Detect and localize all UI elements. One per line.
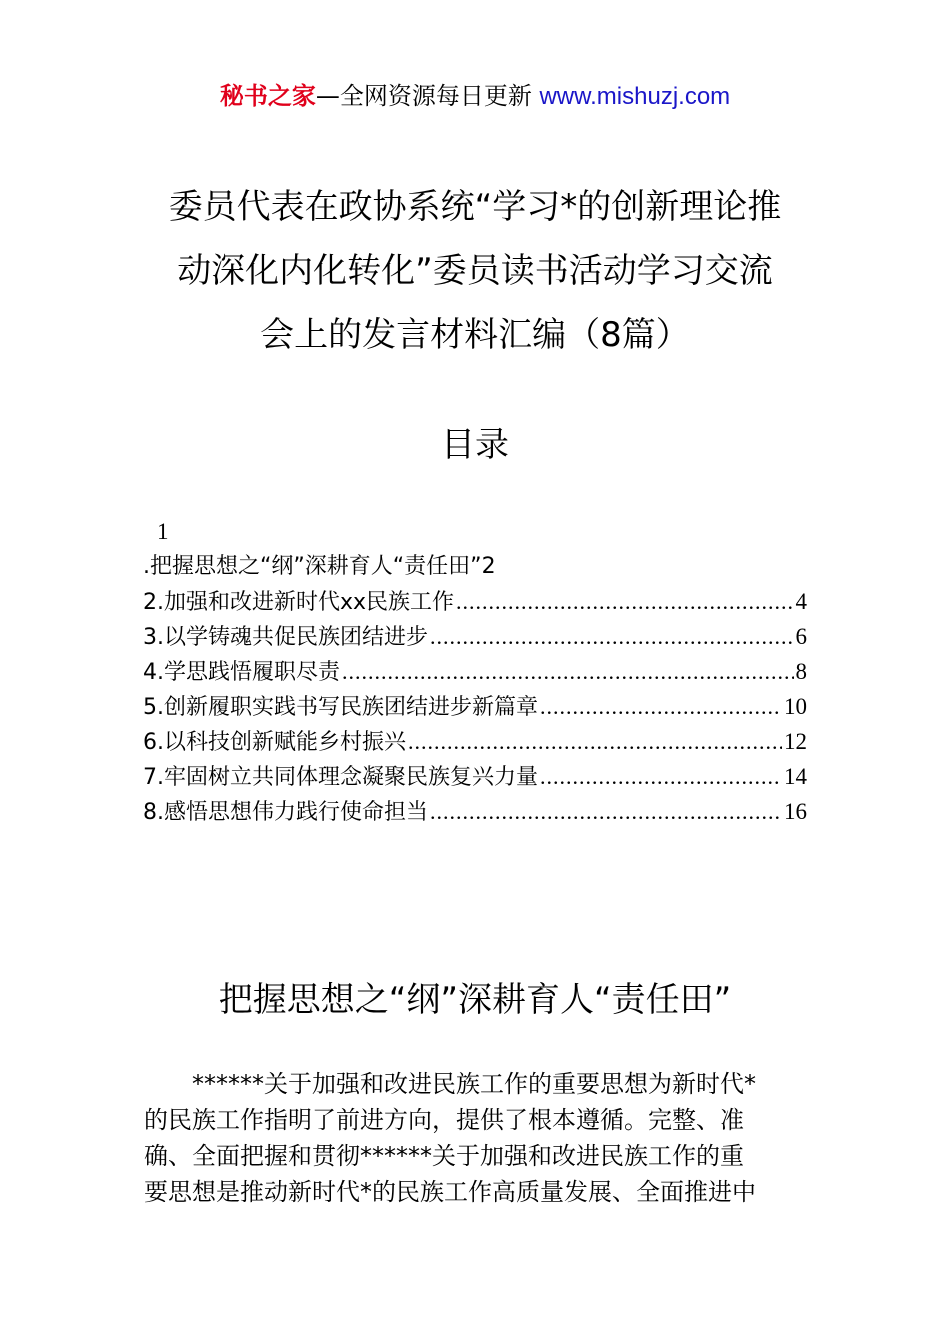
site-url-link[interactable]: www.mishuzj.com	[539, 83, 731, 110]
toc-entry-number: 1	[157, 519, 169, 544]
toc-entry-2[interactable]	[143, 584, 807, 619]
toc-entry-page: 16	[784, 799, 807, 824]
toc-entry-6[interactable]	[143, 724, 807, 759]
toc-entry-page: 8	[795, 659, 807, 684]
toc-entry-label: 3.以学铸魂共促民族团结进步	[143, 625, 428, 650]
toc-entry-5[interactable]	[143, 689, 807, 724]
toc-leader-dots	[456, 584, 793, 619]
title-line-3: 会上的发言材料汇编（8篇）	[260, 315, 690, 355]
toc-entry-3[interactable]	[143, 619, 807, 654]
toc-entry-label: 5.创新履职实践书写民族团结进步新篇章	[143, 695, 538, 720]
site-tagline: —全网资源每日更新	[315, 82, 532, 110]
title-line-2: 动深化内化转化”委员读书活动学习交流	[177, 251, 773, 291]
toc-leader-dots	[342, 654, 794, 689]
toc-entry-7[interactable]	[143, 759, 807, 794]
toc-entry-page: 10	[784, 694, 807, 719]
toc-entry-label: 7.牢固树立共同体理念凝聚民族复兴力量	[143, 765, 538, 790]
toc-heading: 目录	[441, 425, 509, 465]
table-of-contents	[143, 514, 807, 829]
document-title	[0, 175, 950, 367]
toc-entry-page: 14	[784, 764, 807, 789]
toc-entry-label: 8.感悟思想伟力践行使命担当	[143, 800, 428, 825]
toc-entry-4[interactable]	[143, 654, 807, 689]
site-header	[0, 80, 950, 113]
toc-entry-label: 2.加强和改进新时代xx民族工作	[143, 590, 455, 615]
body-line-4: 要思想是推动新时代*的民族工作高质量发展、全面推进中	[144, 1178, 756, 1206]
toc-entry-page: 4	[795, 589, 807, 614]
toc-entry-page: 6	[795, 624, 807, 649]
toc-entry-1[interactable]	[143, 514, 807, 584]
toc-entry-label: 6.以科技创新赋能乡村振兴	[143, 730, 406, 755]
toc-entry-page: 12	[784, 729, 807, 754]
section-body	[144, 1066, 808, 1210]
toc-entry-page: 2	[481, 554, 496, 579]
toc-leader-dots	[408, 724, 782, 759]
toc-entry-8[interactable]	[143, 794, 807, 829]
toc-entry-label: 4.学思践悟履职尽责	[143, 660, 340, 685]
body-line-3: 确、全面把握和贯彻******关于加强和改进民族工作的重	[144, 1142, 744, 1170]
section-title: 把握思想之“纲”深耕育人“责任田”	[218, 980, 732, 1020]
body-line-1: ******关于加强和改进民族工作的重要思想为新时代*	[192, 1070, 756, 1098]
body-line-2: 的民族工作指明了前进方向，提供了根本遵循。完整、准	[144, 1106, 744, 1134]
toc-leader-dots	[430, 619, 794, 654]
toc-leader-dots	[540, 759, 782, 794]
site-brand: 秘书之家	[219, 82, 316, 110]
title-line-1: 委员代表在政协系统“学习*的创新理论推	[168, 187, 782, 227]
toc-leader-dots	[430, 794, 782, 829]
toc-entry-label: .把握思想之“纲”深耕育人“责任田”	[143, 554, 482, 579]
toc-leader-dots	[540, 689, 782, 724]
